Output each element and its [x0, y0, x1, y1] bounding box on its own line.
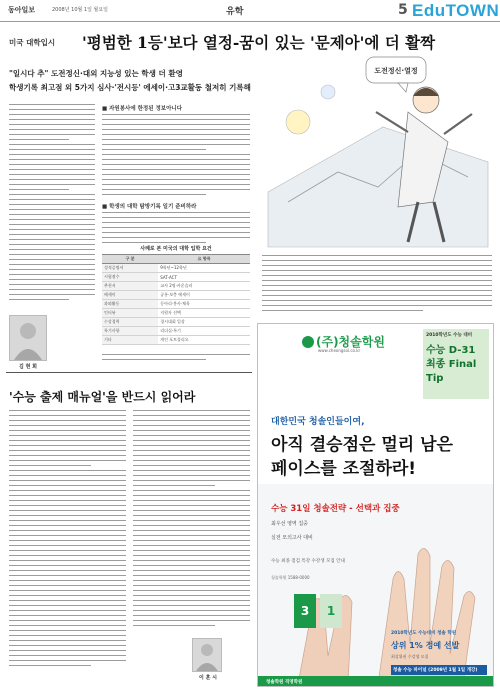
author-photo — [9, 315, 47, 361]
article-body-col-b2 — [102, 212, 250, 247]
article-subhead-2: ■ 학생의 대학 탐방기록 일기 준비하라 — [102, 204, 197, 210]
ad-rank: 상위 1% 정예 선발 — [391, 641, 460, 650]
table-cell: 개인 포트폴리오 — [158, 336, 250, 345]
ad-headline-3: 페이스를 조절하라! — [271, 459, 417, 479]
columnist-name: 이 혼 시 — [199, 675, 217, 681]
table-cell: 교사 2명·카운슬러 — [158, 282, 250, 291]
section-title: 유학 — [226, 7, 244, 17]
column-headline: '수능 출제 매뉴얼'을 반드시 읽어라 — [9, 390, 196, 404]
table-title: 사례로 본 미국의 대학 입학 요건 — [140, 246, 212, 252]
table-row — [102, 282, 250, 291]
table-cell: 특기사항 — [102, 327, 158, 336]
column-body-b — [133, 410, 250, 630]
table-cell: 인터뷰 — [102, 309, 158, 318]
article-body-col-b — [102, 114, 250, 199]
article-body-col-a — [9, 104, 95, 304]
table-cell: 기타 — [102, 336, 158, 345]
author-name: 김 현 희 — [19, 364, 37, 370]
leaf-icon — [302, 336, 314, 348]
issue-date: 2008년 10월 1일 월요일 — [52, 7, 109, 13]
product-title: 수능 D-31 최종 Final Tip — [426, 345, 477, 384]
cheongsol-advertisement[interactable] — [257, 323, 494, 687]
product-subtitle: 2010학년도 수능 대비 — [426, 333, 473, 338]
table-cell: 경시대회 입상 — [158, 318, 250, 327]
table-header: 구 분 — [102, 255, 158, 264]
table-row — [102, 273, 250, 282]
column-body-a — [9, 410, 126, 670]
page-header — [0, 0, 500, 22]
article-subheadline-1: "일시다 추" 도전정신·대외 지능성 있는 학생 더 환영 — [9, 69, 183, 78]
table-row — [102, 336, 250, 345]
publication-name: 동아일보 — [8, 5, 36, 14]
table-cell: 추천서 — [102, 282, 158, 291]
page-number: 5 — [398, 2, 408, 18]
table-row — [102, 264, 250, 273]
ad-badge[interactable]: 청솔 수능 파이널 (2009년 1월 1일 개강) — [391, 665, 487, 675]
table-cell: SAT·ACT — [158, 273, 250, 282]
article-headline: '평범한 1등'보다 열정-꿈이 있는 '문제아'에 더 활짝 — [82, 33, 436, 52]
ad-rank-subtitle: 2010학년도 수능대비 청솔 학원 — [391, 631, 457, 636]
article-subheadline-2: 학생기록 최고점 외 5가지 심사·'전시등' 에세이·고3교활동 철저히 기록해 — [9, 83, 251, 92]
table-cell: 수상경력 — [102, 318, 158, 327]
table-header: 요 항목 — [158, 255, 250, 264]
columnist-photo — [192, 638, 222, 672]
table-cell: 과외활동 — [102, 300, 158, 309]
ad-logo-text: (주)청솔학원 — [316, 335, 385, 349]
ad-headline-1: 대한민국 청솔인들이여, — [271, 417, 365, 427]
author-info — [102, 354, 250, 364]
table-row — [102, 318, 250, 327]
ad-phone[interactable]: 청솔학원 1588-0000 — [271, 575, 310, 580]
table-row — [102, 291, 250, 300]
article-subhead-1: ■ 자원봉사에 한정된 정보아니다 — [102, 106, 183, 112]
admission-requirements-table — [102, 245, 250, 345]
ad-url[interactable]: www.cheongsol.co.kr — [318, 348, 361, 353]
illustration-caption: 도전정신·열정 — [374, 67, 418, 75]
section-divider — [6, 372, 252, 373]
hands-photo — [258, 484, 494, 684]
ad-cta: 수능 31일 청솔전략 - 선택과 집중 — [271, 504, 400, 514]
article-kicker: 미국 대학입시 — [9, 38, 56, 47]
table-cell: 에세이 — [102, 291, 158, 300]
table-cell: 9학년~12학년 — [158, 264, 250, 273]
table-cell: 공통·보충 에세이 — [158, 291, 250, 300]
table-cell: 동아리·봉사·체육 — [158, 300, 250, 309]
table-cell: 지원자 선택 — [158, 309, 250, 318]
table-cell: 리더십·특기 — [158, 327, 250, 336]
ad-note: 수능 최종 점검 특강 수강생 모집 안내 — [271, 559, 345, 564]
edutown-logo: EduTOWN — [412, 1, 500, 20]
ad-footer[interactable]: 청솔학원 직영학원 — [258, 676, 494, 687]
article-illustration — [258, 52, 494, 252]
table-row — [102, 300, 250, 309]
article-body-col-c — [262, 255, 492, 315]
table-cell: 시험점수 — [102, 273, 158, 282]
ad-headline-2: 아직 결승점은 멀리 남은 — [271, 435, 453, 455]
number-1-icon: 1 — [320, 594, 342, 628]
table-cell: 성적증명서 — [102, 264, 158, 273]
ad-cta-line-2: 실전 모의고사 대비 — [271, 535, 313, 541]
table-row — [102, 309, 250, 318]
table-row — [102, 327, 250, 336]
ad-rank-info: 최상위권 수강생 모집 — [391, 654, 429, 659]
number-3-icon: 3 — [294, 594, 316, 628]
ad-cta-line-1: 최우선 영역 집중 — [271, 521, 308, 527]
